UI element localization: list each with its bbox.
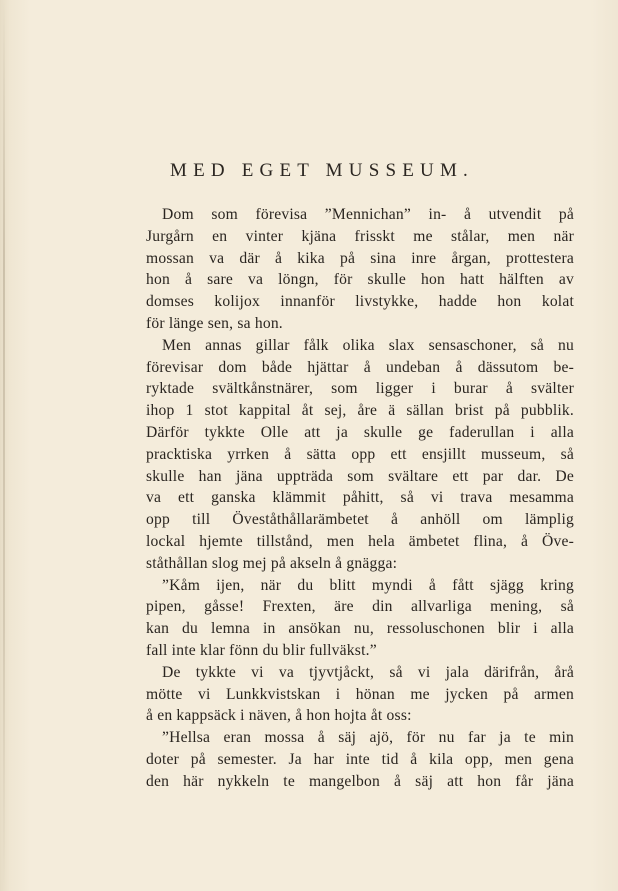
chapter-title: MED EGET MUSSEUM. (169, 160, 475, 181)
text-line: opp till Öveståthållarämbetet å anhöll om lämplig (146, 511, 574, 529)
text-line: ”Kåm ijen, när du blitt myndi å fått sjägg kring (162, 576, 574, 594)
text-line: domses kolijox innanför livstykke, hadde hon kolat (146, 293, 574, 311)
text-line: pracktiska yrrken å sätta opp ett ensjillt musseum, så (146, 445, 574, 463)
text-line: Jurgårn en vinter kjäna frisskt me stålar, men när (146, 227, 574, 245)
text-line: mossan va där å kika på sina inre årgan, prottestera (146, 249, 574, 267)
text-line: Därför tykkte Olle att ja skulle ge faderullan i alla (146, 423, 574, 441)
page-binding-edge (3, 0, 5, 891)
text-line: kan du lemna in ansökan nu, ressoluschonen blir i alla (146, 620, 574, 638)
text-line: va ett ganska klämmit påhitt, så vi trava mesamma (146, 489, 574, 507)
text-line: ryktade svältkånstnärer, som ligger i burar å svälter (146, 380, 574, 398)
text-line: De tykkte vi va tjyvtjåckt, så vi jala därifrån, årå (162, 663, 574, 681)
text-line: för länge sen, sa hon. (146, 314, 283, 332)
text-line: lockal hjemte tillstånd, men hela ämbetet flina, å Öve- (146, 532, 574, 550)
text-line: skulle han jäna uppträda som svältare ett par dar. De (146, 467, 574, 485)
text-line: pipen, gåsse! Frexten, äre din allvarliga mening, så (146, 598, 574, 616)
text-line: doter på semester. Ja har inte tid å kila opp, men gena (146, 750, 574, 768)
text-line: fall inte klar fönn du blir fullväkst.” (146, 641, 377, 659)
text-line: ”Hellsa eran mossa å säj ajö, för nu far ja te min (162, 729, 574, 747)
text-line: ståthållan slog mej på akseln å gnägga: (146, 554, 398, 572)
text-line: Dom som förevisa ”Mennichan” in- å utvendit på (162, 206, 574, 223)
text-line: förevisar dom både hjättar å undeban å dässutom be- (146, 358, 574, 376)
text-line: Men annas gillar fålk olika slax sensaschoner, så nu (162, 336, 574, 354)
text-line: ihop 1 stot kappital åt sej, åre ä sällan brist på pubblik. (146, 402, 574, 420)
text-line: mötte vi Lunkkvistskan i hönan me jycken på armen (146, 685, 574, 703)
text-line: hon å sare va löngn, för skulle hon hatt hälften av (146, 271, 574, 289)
text-line: å en kappsäck i näven, å hon hojta åt oss: (146, 707, 412, 725)
body-text (146, 204, 574, 793)
text-line: den här nykkeln te mangelbon å säj att hon får jäna (146, 772, 574, 790)
